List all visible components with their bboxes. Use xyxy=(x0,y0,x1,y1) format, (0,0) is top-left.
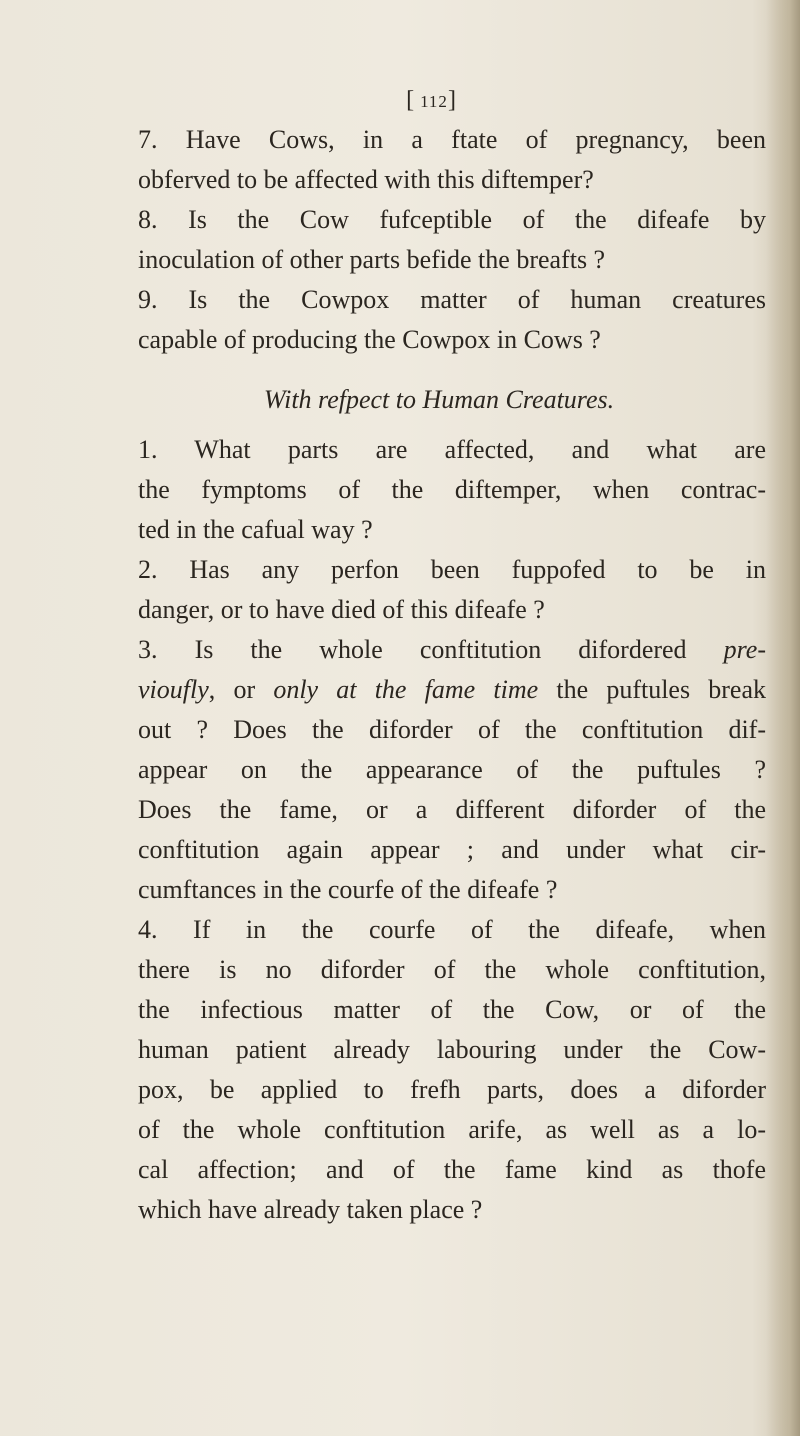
page-edge xyxy=(766,0,800,1436)
page-text xyxy=(112,80,766,1230)
question-8: 8. Is the Cow fufceptible of the difeafe by inoculation of other parts befide the breafts ? xyxy=(138,205,766,274)
human-question-1: 1. What parts are affected, and what are the fymptoms of the diftemper, when contrac- ted in the cafual way ? xyxy=(138,435,766,544)
question-7: 7. Have Cows, in a ftate of pregnancy, been obferved to be affected with this diftemper? xyxy=(138,125,766,194)
page-header: [112] xyxy=(406,87,462,113)
human-question-4: 4. If in the courfe of the difeafe, when there is no diforder of the whole conftitution, the infectious matter of the Cow, or of the human patient already labouring under the Cow- pox, be applied to frefh parts, does a diforder of the whole conftitution arife, as well as a lo- cal affection; and of the fame kind as thofe which have already taken place ? xyxy=(138,915,766,1224)
question-9: 9. Is the Cowpox matter of human creatures capable of producing the Cowpox in Cows ? xyxy=(138,285,766,354)
page-number: 112 xyxy=(420,92,448,111)
human-question-2: 2. Has any perfon been fuppofed to be in danger, or to have died of this difeafe ? xyxy=(138,555,766,624)
section-heading: With refpect to Human Creatures. xyxy=(263,385,615,414)
human-question-3: 3. Is the whole conftitution difordered pre- vioufly, or only at the fame time the puftules break out ? Does the diforder of the conftitution dif- appear on the appearance of the puftules ? Does the fame, or a different diforder of the conftitution again appear ; and under what cir- cumftances in the courfe of the difeafe ? xyxy=(138,635,767,904)
